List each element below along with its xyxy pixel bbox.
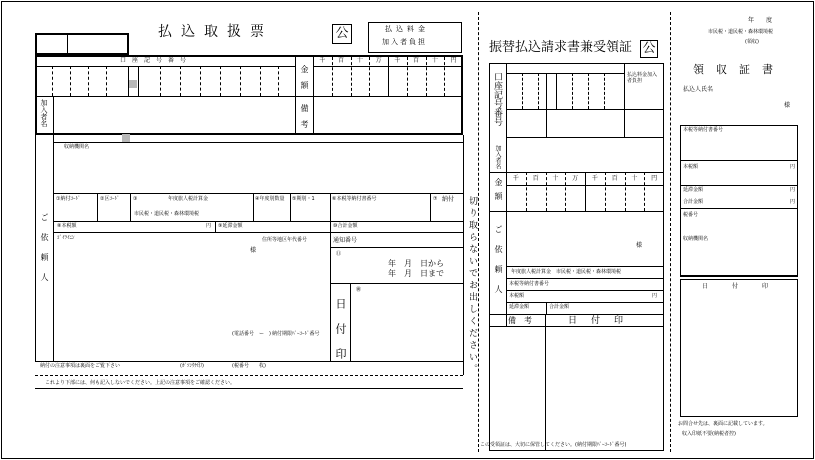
middle-tax-d: 合計金額 (549, 304, 570, 310)
stub-account-number-label: 口座記号番号 (120, 57, 193, 64)
stub-amount-unit: 千 (319, 57, 326, 64)
stub-line (53, 193, 463, 194)
stub-amount-unit: 百 (338, 57, 345, 64)
stub-requester-label: ご依頼人 (40, 213, 49, 293)
middle-amount-unit: 万 (572, 175, 579, 182)
stub-amount-unit: 千 (394, 57, 401, 64)
stub-field-1: ①納付ｺｰﾄﾞ (56, 196, 81, 202)
middle-line (506, 137, 664, 138)
stub-cell (138, 66, 139, 96)
stub-tax-a: ⑧本税額 (57, 223, 77, 229)
receipt-payer-label: 払込人氏名 (683, 86, 714, 93)
middle-line (546, 109, 547, 137)
stub-line (53, 96, 54, 135)
middle-item-line: 年度旅人税計算金 市民税・道民税・森林環境税 (511, 269, 622, 275)
stub-amount-unit: 百 (413, 57, 420, 64)
stub-fee-line2: 加入者負担 (382, 38, 427, 46)
stub-tax-b: ⑨延滞金額 (218, 223, 243, 229)
stub-right-tag: ⑪ (336, 251, 342, 257)
stub-amount-divider (426, 57, 427, 96)
stub-header-box (35, 33, 129, 55)
receipt-row-unit: 円 (790, 199, 796, 205)
stub-badge: 公 (332, 24, 352, 44)
middle-sama: 様 (636, 242, 643, 249)
stub-field-2: ②区ｺｰﾄﾞ (100, 196, 120, 202)
receipt-year: 年度 (748, 17, 785, 24)
stub-amount-divider (388, 57, 389, 96)
stub-amount-divider (351, 57, 352, 96)
middle-line (506, 266, 664, 267)
receipt-agency-label: 収納機関名 (683, 236, 709, 242)
receipt-line2: 市民税・道民税・森林環境税 (708, 29, 774, 35)
stub-line (35, 135, 36, 362)
middle-amount-divider (644, 172, 645, 211)
stub-footer-bottom: これより下部には、何も記入しないでください。上記の注意事項をご確認ください。 (45, 380, 236, 386)
receipt-row-divider (680, 160, 798, 161)
stub-gray-mark (129, 80, 137, 88)
stub-field-6: ⑥本税等納付書番号 (332, 196, 377, 202)
stub-amount-unit: 円 (450, 57, 457, 64)
stub-line (430, 193, 431, 221)
middle-line (489, 326, 664, 327)
middle-amount-divider (625, 172, 626, 211)
stub-line (53, 221, 463, 222)
stub-field-7b: 納付 (442, 196, 455, 203)
middle-amount-unit: 百 (532, 175, 539, 182)
middle-amount-divider (585, 172, 586, 211)
stub-date-label: 日付印 (334, 298, 347, 373)
receipt-line3: (領収) (745, 39, 759, 45)
middle-amount-unit: 百 (611, 175, 618, 182)
receipt-footer1: お問合せ先は、裏面に記載しています。 (678, 421, 768, 427)
receipt-date-box (680, 279, 798, 417)
stub-footer-cut (35, 375, 463, 376)
stub-line (130, 193, 131, 221)
middle-account-label: 口座記号番号 (492, 72, 502, 126)
stub-amount-unit: 十 (356, 57, 363, 64)
middle-tax-c: 延滞金額 (509, 304, 530, 310)
middle-amount-divider (526, 172, 527, 211)
stub-cell (88, 66, 89, 96)
stub-notice-label: 収納機関名 (64, 144, 90, 150)
middle-line (624, 63, 625, 109)
stub-amount-label: 金額 (300, 65, 309, 97)
stub-cell (260, 66, 261, 96)
middle-line (506, 73, 624, 74)
stub-amount-divider (332, 57, 333, 96)
middle-tax-a: 本税等納付書番号 (509, 281, 550, 287)
middle-amount-label: 金額 (494, 178, 503, 206)
stub-cut-line: 切り取らないでお出しください。 (467, 196, 477, 376)
perforation-left (478, 12, 479, 452)
stub-cell (70, 66, 71, 96)
stub-fee-line1: 払込料金 (385, 25, 429, 33)
stub-tax-c: ⑩合計金額 (333, 223, 358, 229)
receipt-footer2: 収入印紙不要(納税者控) (682, 431, 736, 437)
stub-item-line1: 年度旅人税計算金 (168, 196, 209, 202)
middle-cell (522, 73, 523, 109)
middle-stamp-hdr2: 日付印 (568, 316, 638, 326)
stub-cell (220, 66, 221, 96)
middle-cell (546, 73, 547, 109)
stub-line (330, 221, 331, 361)
middle-line (506, 63, 507, 326)
middle-badge: 公 (640, 40, 658, 58)
stub-tax-a-unit: 円 (206, 223, 212, 229)
stub-line (295, 55, 296, 135)
stub-field-3: ③ (133, 196, 138, 202)
receipt-row-label: 延滞金額 (683, 187, 704, 193)
stub-line (35, 388, 463, 389)
middle-amount-divider (565, 172, 566, 211)
middle-requester-label: ご依頼人 (494, 225, 503, 305)
stub-footer-line: 納付の注意事項は裏面をご覧下さい (40, 363, 121, 369)
stub-line (350, 283, 351, 361)
middle-line (489, 211, 664, 212)
stub-main-box (35, 55, 463, 135)
stub-line (313, 55, 314, 135)
middle-line (506, 290, 664, 291)
stub-footer-right: (税番号 枚) (232, 363, 266, 369)
middle-line (624, 109, 625, 137)
stub-remarks-label: 備考 (300, 104, 309, 136)
stub-header-divider (67, 33, 68, 55)
stub-cell (278, 66, 279, 96)
middle-tax-b-unit: 円 (652, 293, 658, 299)
stub-year-from: 年 月 日から (388, 259, 444, 268)
stub-line (97, 193, 98, 221)
stub-subscriber-label: 加入者名 (40, 99, 48, 127)
stub-cell (180, 66, 181, 96)
stub-cell (160, 66, 161, 96)
receipt-line (680, 276, 798, 277)
receipt-row-label: 税番号 (683, 212, 699, 218)
stub-cell (52, 66, 53, 96)
stub-line (215, 221, 216, 232)
stub-year-to: 年 月 日まで (388, 269, 444, 278)
stub-date-circle: ㉄ (356, 287, 362, 293)
perforation-right (670, 12, 671, 452)
receipt-row-unit: 円 (790, 187, 796, 193)
stub-amount-divider (407, 57, 408, 96)
middle-stamp-hdr1: 備考 (508, 316, 540, 325)
middle-cell (604, 73, 605, 109)
middle-line (489, 314, 664, 315)
middle-main-box (489, 63, 664, 451)
receipt-row-divider (680, 208, 798, 209)
stub-line (330, 193, 331, 221)
stub-line (290, 193, 291, 221)
middle-line (506, 109, 664, 110)
middle-line (545, 314, 546, 451)
middle-line (546, 302, 547, 314)
middle-line (506, 278, 664, 279)
stub-field-4: ④年度別数量 (255, 196, 285, 202)
stub-amount-unit: 十 (431, 57, 438, 64)
middle-title: 振替払込請求書兼受領証 (489, 40, 633, 55)
middle-amount-unit: 十 (631, 175, 638, 182)
middle-line (506, 302, 664, 303)
middle-subscriber-label: 加入者名 (494, 145, 501, 169)
middle-side-label: 払込料金加入者負担 (627, 72, 658, 84)
middle-cell (556, 73, 557, 109)
middle-amount-unit: 千 (512, 175, 519, 182)
receipt-sama: 様 (784, 102, 791, 109)
stub-line (330, 247, 463, 248)
receipt-row-label: 本税等納付書番号 (683, 127, 724, 133)
stub-receipt-label: 通知番号 (333, 237, 358, 244)
stub-gray-mark (122, 134, 130, 142)
stub-line (53, 232, 463, 233)
stub-field-7: ⑦ (433, 196, 438, 202)
stub-line (35, 361, 463, 362)
stub-cell (240, 66, 241, 96)
stub-phone-right: 納付期限ﾊﾞｰｺｰﾄﾞ番号 (272, 331, 320, 337)
middle-line (489, 172, 664, 173)
stub-line (53, 135, 54, 362)
stub-cell (200, 66, 201, 96)
middle-cell (538, 73, 539, 109)
middle-amount-unit: 円 (651, 175, 658, 182)
receipt-row-divider (680, 185, 798, 186)
middle-cell (572, 73, 573, 109)
stub-requester-note: ｺﾞｲﾗｲﾆﾝ (57, 235, 75, 241)
stub-amount-divider (369, 57, 370, 96)
middle-footer: この受領証は、大切に保管してください。(納付期限ﾊﾞｰｺｰﾄﾞ番号) (480, 442, 627, 448)
middle-amount-divider (605, 172, 606, 211)
stub-amount-divider (444, 57, 445, 96)
stub-line (253, 193, 254, 221)
stub-sama: 様 (250, 247, 257, 254)
receipt-date-label: 日付印 (702, 283, 793, 290)
stub-phone-line: (電話番号 ー ) (232, 331, 271, 337)
stub-field-5: ⑤期別・1 (292, 196, 315, 202)
middle-cell (588, 73, 589, 109)
stub-line (463, 135, 464, 375)
receipt-row-unit: 円 (790, 164, 796, 170)
receipt-row-label: 合計金額 (683, 199, 704, 205)
receipt-title: 領収証書 (693, 63, 785, 76)
stub-amount-unit: 万 (375, 57, 382, 64)
middle-amount-unit: 千 (591, 175, 598, 182)
stub-right-header: 住所等地区年代番号 (262, 237, 308, 243)
stub-title: 払込取扱票 (158, 24, 273, 40)
middle-amount-divider (546, 172, 547, 211)
stub-line (53, 142, 463, 143)
stub-footer-mid: (ｶﾞｿﾝｳｹ印) (180, 363, 204, 369)
stub-item-line2: 市民税・道民税・森林環境税 (134, 211, 200, 217)
stub-line (35, 96, 463, 97)
stub-cell (106, 66, 107, 96)
middle-tax-b: 本税額 (509, 293, 525, 299)
middle-amount-unit: 十 (552, 175, 559, 182)
receipt-row-label: 本税額 (683, 164, 699, 170)
stub-line (35, 66, 295, 67)
